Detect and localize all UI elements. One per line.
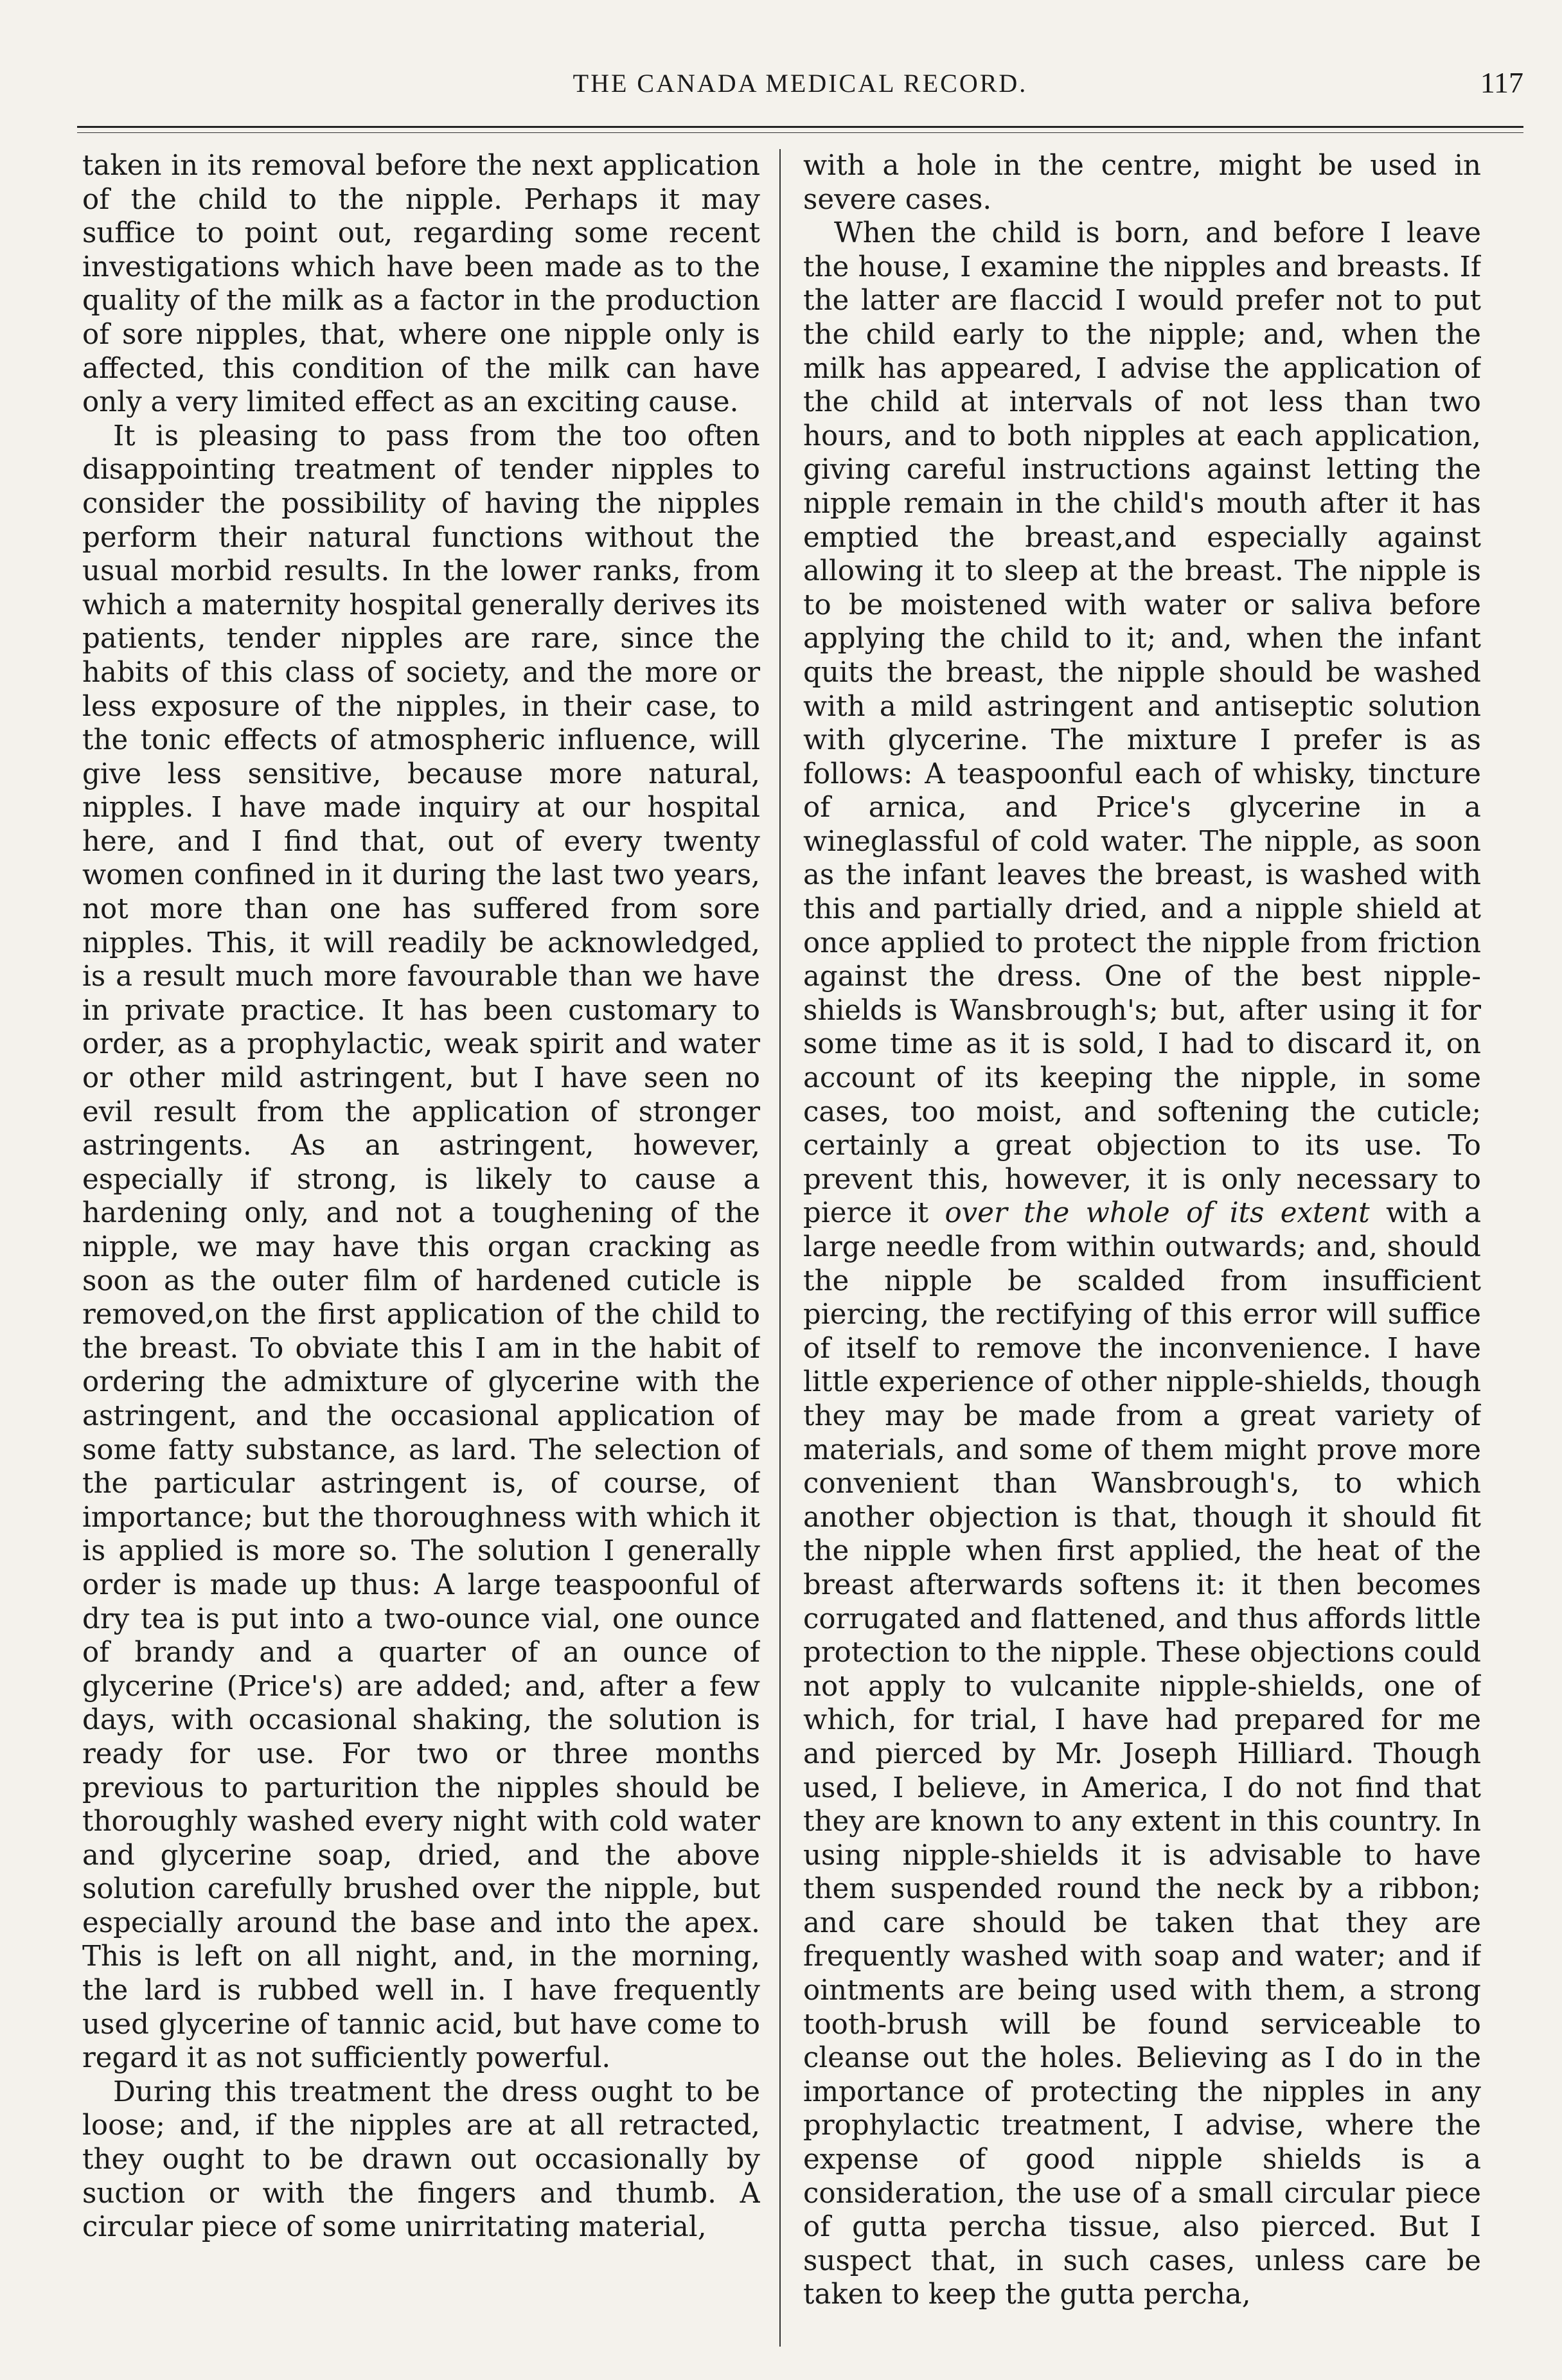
left-column — [82, 149, 760, 2347]
header-rule-thin — [77, 132, 1523, 133]
right-paragraph-1: with a hole in the centre, might be used in severe cases. — [803, 150, 1481, 216]
right-paragraph-2-emphasis: over the whole of its extent — [945, 1197, 1370, 1230]
right-paragraph-2 — [803, 217, 1481, 2312]
header-rule-thick — [77, 126, 1523, 128]
left-paragraph-3: During this treatment the dress ought to be loose; and, if the nipples are at all retracted, they ought to be drawn out occasionally by suction or with the fingers and thumb. A circular piece of some unirritating material, — [82, 2075, 760, 2244]
column-divider — [779, 149, 781, 2347]
right-column — [803, 149, 1481, 2347]
right-paragraph-2-text-a: When the child is born, and before I leave the house, I examine the nipples and breasts. If the latter are flaccid I would prefer not to put the child early to the nipple; and, when the milk has appeared, I advise the application of the child at intervals of not less than two hours, and to both nipples at each application, giving careful instructions against letting the nipple remain in the child's mouth after it has emptied the breast,and especially against allowing it to sleep at the breast. The nipple is to be moistened with water or saliva before applying the child to it; and, when the infant quits the breast, the nipple should be washed with a mild astringent and antiseptic solution with glycerine. The mixture I prefer is as follows: A teaspoonful each of whisky, tincture of arnica, and Price's glycerine in a wineglassful of cold water. The nipple, as soon as the infant leaves the breast, is washed with this and partially dried, and a nipple shield at once applied to protect the nipple from friction against the dress. One of the best nipple-shields is Wansbrough's; but, after using it for some time as it is sold, I had to discard it, on account of its keeping the nipple, in some cases, too moist, and softening the cuticle; certainly a great objection to its use. To prevent this, however, it is only necessary to pierce it — [803, 217, 1481, 1230]
running-title: THE CANADA MEDICAL RECORD. — [572, 69, 1028, 98]
right-paragraph-2-text-b: with a large needle from within outwards; and, should the nipple be scalded from insufficient piercing, the rectifying of this error will suffice of itself to remove the inconvenience. I have little experience of other nipple-shields, though they may be made from a great variety of materials, and some of them might prove more convenient than Wansbrough's, to which another objection is that, though it should fit the nipple when first applied, the heat of the breast afterwards softens it: it then becomes corrugated and flattened, and thus affords little protection to the nipple. These objections could not apply to vulcanite nipple-shields, one of which, for trial, I have had prepared for me and pierced by Mr. Joseph Hilliard. Though used, I believe, in America, I do not find that they are known to any extent in this country. In using nipple-shields it is advisable to have them suspended round the neck by a ribbon; and care should be taken that they are frequently washed with soap and water; and if ointments are being used with them, a strong tooth-brush will be found serviceable to cleanse out the holes. Believing as I do in the importance of protecting the nipples in any prophylactic treatment, I advise, where the expense of good nipple shields is a consideration, the use of a small circular piece of gutta percha tissue, also pierced. But I suspect that, in such cases, unless care be taken to keep the gutta percha, — [803, 1197, 1481, 2311]
left-paragraph-1: taken in its removal before the next application of the child to the nipple. Perhaps it may suffice to point out, regarding some recent investigations which have been made as to the quality of the milk as a factor in the production of sore nipples, that, where one nipple only is affected, this condition of the milk can have only a very limited effect as an exciting cause. — [82, 150, 760, 419]
page-header — [77, 57, 1523, 114]
page-number: 117 — [1480, 66, 1523, 99]
left-paragraph-2: It is pleasing to pass from the too often disappointing treatment of tender nipples to consider the possibility of having the nipples perform their natural functions without the usual morbid results. In the lower ranks, from which a maternity hospital generally derives its patients, tender nipples are rare, since the habits of this class of society, and the more or less exposure of the nipples, in their case, to the tonic effects of atmospheric influence, will give less sensitive, because more natural, nipples. I have made inquiry at our hospital here, and I find that, out of every twenty women confined in it during the last two years, not more than one has suffered from sore nipples. This, it will readily be acknowledged, is a result much more favourable than we have in private practice. It has been customary to order, as a prophylactic, weak spirit and water or other mild astringent, but I have seen no evil result from the application of stronger astringents. As an astringent, however, especially if strong, is likely to cause a hardening only, and not a toughening of the nipple, we may have this organ cracking as soon as the outer film of hardened cuticle is removed,on the first application of the child to the breast. To obviate this I am in the habit of ordering the admixture of glycerine with the astringent, and the occasional application of some fatty substance, as lard. The selection of the particular astringent is, of course, of importance; but the thoroughness with which it is applied is more so. The solution I generally order is made up thus: A large teaspoonful of dry tea is put into a two-ounce vial, one ounce of brandy and a quarter of an ounce of glycerine (Price's) are added; and, after a few days, with occasional shaking, the solution is ready for use. For two or three months previous to parturition the nipples should be thoroughly washed every night with cold water and glycerine soap, dried, and the above solution carefully brushed over the nipple, but especially around the base and into the apex. This is left on all night, and, in the morning, the lard is rubbed well in. I have frequently used glycerine of tannic acid, but have come to regard it as not sufficiently powerful. — [82, 420, 760, 2075]
